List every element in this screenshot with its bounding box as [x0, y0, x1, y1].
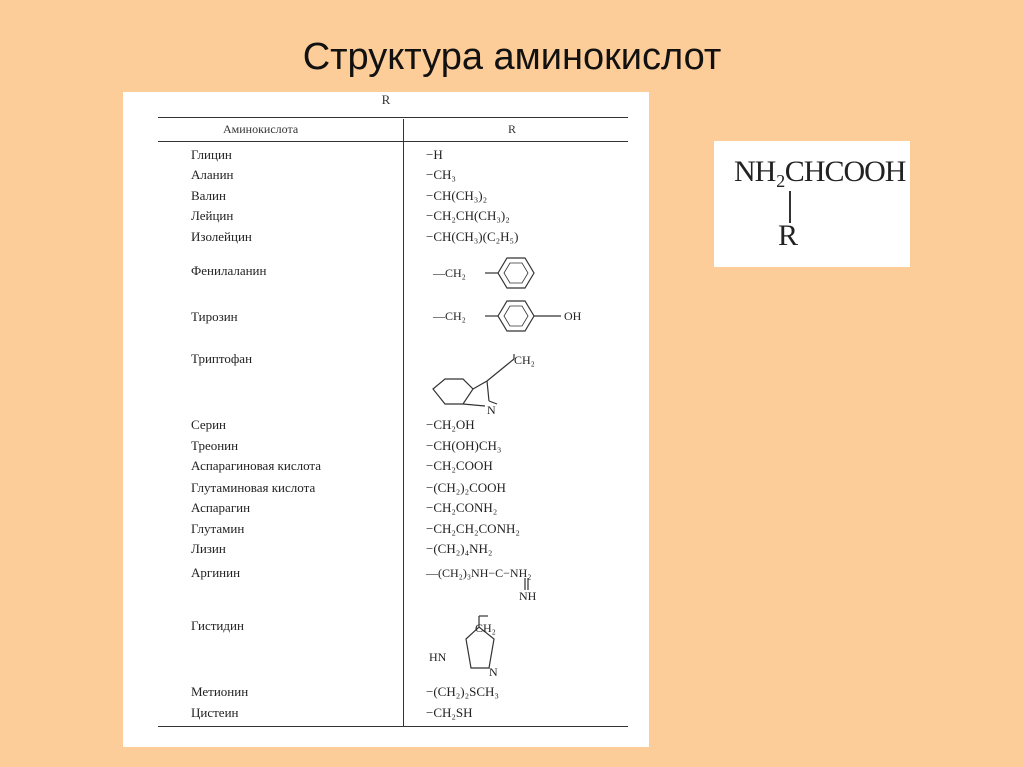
general-formula-panel	[714, 141, 910, 267]
tryptophan-n-label: N	[487, 403, 496, 417]
r-methionine: −(CH₂)₂SCH₃	[426, 684, 499, 699]
name-tyrosine: Тирозин	[191, 309, 238, 324]
r-tryptophan: CH₂	[514, 353, 535, 367]
amino-acid-table	[123, 92, 649, 747]
name-valine: Валин	[191, 188, 226, 203]
r-phenylalanine: —CH₂	[433, 266, 466, 280]
name-serine: Серин	[191, 417, 227, 432]
name-asparagine: Аспарагин	[191, 500, 251, 515]
name-methionine: Метионин	[191, 684, 249, 699]
header-r-group: R	[508, 122, 517, 136]
r-glutamic-acid: −(CH₂)₂COOH	[426, 480, 506, 495]
name-arginine: Аргинин	[191, 565, 241, 580]
r-tyrosine: —CH₂	[433, 309, 466, 323]
r-cysteine: −CH₂SH	[426, 705, 473, 720]
r-asparagine: −CH₂CONH₂	[426, 500, 498, 515]
tyrosine-oh-label: OH	[564, 309, 582, 323]
r-lysine: −(CH₂)₄NH₂	[426, 541, 493, 556]
histidine-n-label: N	[489, 665, 498, 679]
r-valine: −CH(CH₃)₂	[426, 188, 488, 203]
name-threonine: Треонин	[191, 438, 239, 453]
name-tryptophan: Триптофан	[191, 351, 253, 366]
r-glutamine: −CH₂CH₂CONH₂	[426, 521, 520, 536]
name-leucine: Лейцин	[191, 208, 234, 223]
r-alanine: −CH₃	[426, 167, 456, 182]
histidine-hn-label: HN	[429, 650, 447, 664]
name-alanine: Аланин	[191, 167, 234, 182]
arginine-nh-label: NH	[519, 589, 537, 603]
r-isoleucine: −CH(CH₃)(C₂H₅)	[426, 229, 519, 244]
r-histidine: CH₂	[475, 621, 496, 635]
name-phenylalanine: Фенилаланин	[191, 263, 267, 278]
r-aspartic-acid: −CH₂COOH	[426, 458, 493, 473]
r-glycine: −H	[426, 147, 443, 162]
tyrosine-ring	[498, 301, 534, 331]
header-amino-acid: Аминокислота	[223, 122, 299, 136]
name-cysteine: Цистеин	[191, 705, 239, 720]
name-glutamic-acid: Глутаминовая кислота	[191, 480, 316, 495]
name-lysine: Лизин	[191, 541, 226, 556]
table-top-label: R	[381, 92, 391, 107]
name-glycine: Глицин	[191, 147, 232, 162]
general-formula: NH₂CHCOOH	[734, 155, 906, 188]
r-threonine: −CH(OH)CH₃	[426, 438, 502, 453]
formula-substituent: R	[778, 219, 799, 252]
name-aspartic-acid: Аспарагиновая кислота	[191, 458, 322, 473]
slide-title: Структура аминокислот	[302, 36, 722, 78]
structure-drawings	[123, 92, 649, 747]
name-isoleucine: Изолейцин	[191, 229, 252, 244]
r-arginine: —(CH₂)₃NH−C−NH₂	[426, 566, 532, 580]
r-leucine: −CH₂CH(CH₃)₂	[426, 208, 510, 223]
name-glutamine: Глутамин	[191, 521, 245, 536]
r-serine: −CH₂OH	[426, 417, 475, 432]
name-histidine: Гистидин	[191, 618, 244, 633]
phenyl-ring	[498, 258, 534, 288]
